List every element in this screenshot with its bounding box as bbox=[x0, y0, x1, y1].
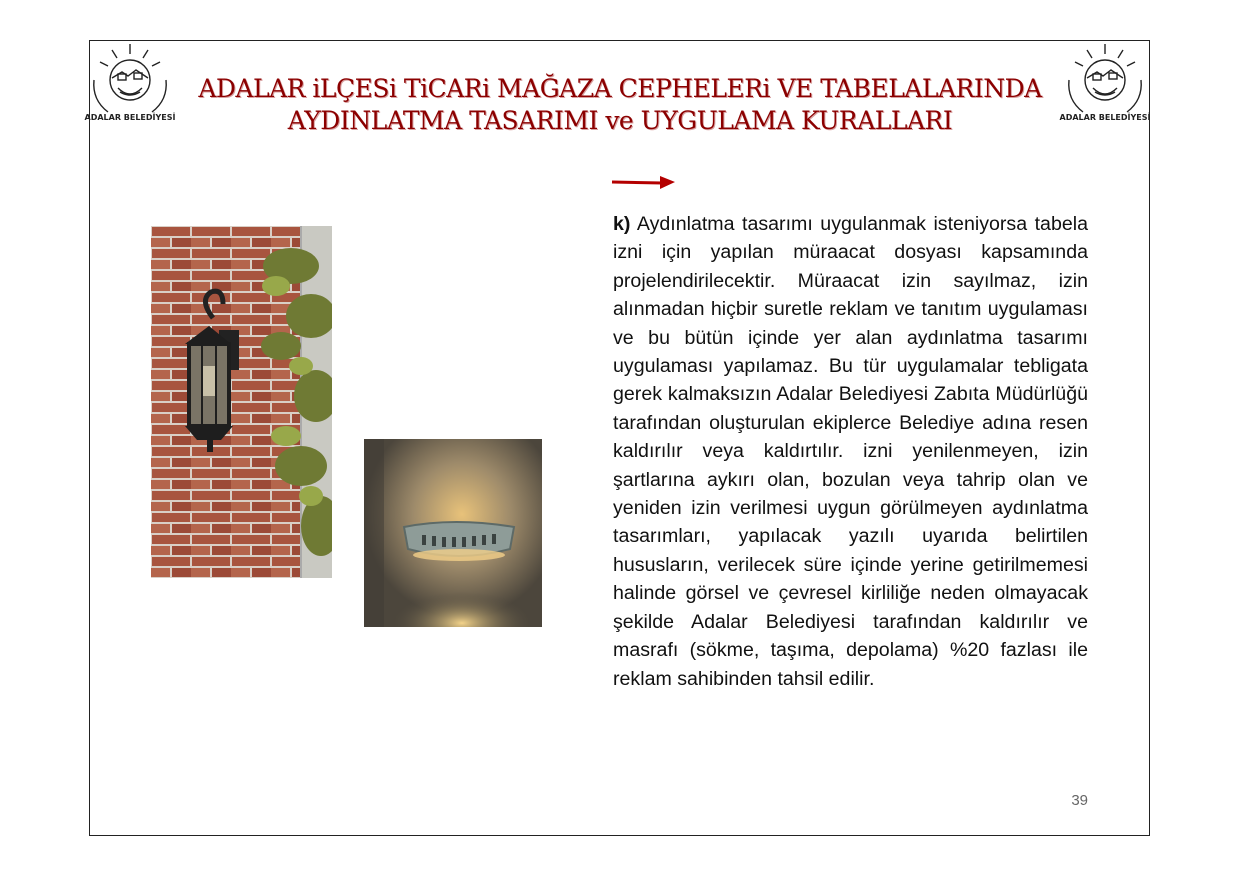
article-text: Aydınlatma tasarımı uygulanmak isteniyorsa tabela izni için yapılan müraacat dosyası kapsamında projelendirilecektir. Müraacat izin sayılmaz, izin alınmadan hiçbir suretle reklam ve tanıtım uygulaması ve bu bütün içinde yer alan aydınlatma tasarımı uygulaması yapılamaz. Bu tür uygulamalar tebligata gerek kalmaksızın Adalar Belediyesi Zabıta Müdürlüğü tarafından oluşturulan ekiplerce Belediye adına resen kaldırılır veya kaldırtılır. izni yenilenmeyen, izin şartlarına aykırı olan, bozulan veya tahrip olan ve yeniden izin verilmesi uygun görülmeyen aydınlatma tasarımları, yapılacak yazılı uyarıda belirtilen hususların, verilecek süre içinde yerine getirilmemesi halinde görsel ve çevresel kirliliğe neden olmayacak şekilde Adalar Belediyesi tarafından kaldırılır ve masrafı (sökme, taşıma, depolama) %20 fazlası ile reklam sahibinden tahsil edilir. bbox=[613, 213, 1088, 690]
page-number: 39 bbox=[1071, 792, 1088, 809]
wall-sconce-photo bbox=[364, 439, 542, 627]
article-paragraph bbox=[613, 210, 1088, 693]
page-title-line1: ADALAR iLÇESi TiCARi MAĞAZA CEPHELERi VE TABELALARINDA bbox=[198, 74, 1042, 103]
wall-lantern-photo bbox=[151, 226, 332, 578]
page-title-line2: AYDINLATMA TASARIMI ve UYGULAMA KURALLARI bbox=[287, 106, 953, 135]
logo-text: ADALAR BELEDİYESİ bbox=[84, 113, 176, 122]
municipality-seal-icon bbox=[82, 40, 178, 132]
right-arrow-icon bbox=[610, 174, 676, 190]
article-label: k) bbox=[613, 213, 631, 235]
municipality-seal-icon bbox=[1057, 40, 1153, 132]
logo-text: ADALAR BELEDİYESİ bbox=[1059, 113, 1151, 122]
